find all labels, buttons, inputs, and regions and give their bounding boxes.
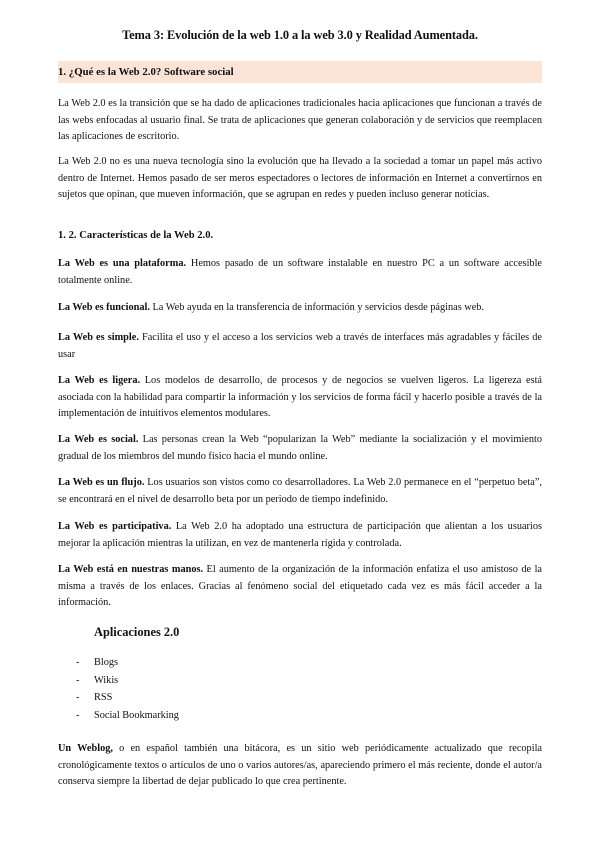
feature-lead: La Web es participativa. [58, 521, 172, 532]
section-heading-web20 [58, 61, 542, 83]
list-item [58, 689, 179, 707]
list-item-label: Blogs [94, 657, 119, 668]
document-title: Tema 3: Evolución de la web 1.0 a la web 3.0 y Realidad Aumentada. [122, 28, 478, 42]
intro-paragraph-2: La Web 2.0 no es una nueva tecnología sino la evolución que ha llevado a la sociedad a tomar un papel más activo dentro de Internet. Hemos pasado de ser meros espectadores o lectores de información en Internet a convertirnos en sujetos que opinan, que mueven información, que se agrupan en redes y pueden incluso generar noticias. [58, 156, 542, 200]
feature-lead: La Web es funcional. [58, 302, 150, 313]
feature-lead: La Web es social. [58, 434, 139, 445]
feature-text: Facilita el uso y el acceso a los servicios web a través de interfaces más agradables y fáciles de usar [58, 332, 542, 360]
list-dash: - [76, 674, 80, 686]
feature-text: El aumento de la organización de la información enfatiza el uso amistoso de la misma a través de los enlaces. Gracias al fenómeno social del etiquetado cada vez es más fácil acceder a la información. [58, 564, 543, 608]
list-dash: - [76, 692, 80, 703]
feature-lead: La Web es un flujo. [58, 477, 145, 488]
feature-lead: La Web es una plataforma. [58, 258, 187, 269]
feature-text: La Web ayuda en la transferencia de información y servicios desde páginas web. [149, 302, 485, 313]
feature-paragraph [58, 432, 542, 465]
feature-paragraph [58, 373, 542, 423]
feature-text: Los usuarios son vistos como co desarrolladores. La Web 2.0 permanece en el “perpetuo beta”, se encontrará en el nivel de desarrollo beta por un periodo de tiempo indefinido. [58, 477, 542, 505]
feature-paragraph [58, 256, 542, 289]
list-item [58, 707, 179, 725]
feature-paragraph [58, 519, 542, 552]
list-item [58, 654, 179, 672]
feature-text: La Web 2.0 ha adoptado una estructura de participación que alientan a los usuarios mejorar la aplicación mientras la utilizan, en vez de mantenerla rígida y controlada. [58, 521, 543, 549]
intro-paragraph-1: La Web 2.0 es la transición que se ha dado de aplicaciones tradicionales hacia aplicaciones que funcionan a través de las webs enfocadas al usuario final. Se trata de aplicaciones que generan colaboración y de servicios que reemplacen las aplicaciones de escritorio. [58, 98, 542, 142]
list-item [58, 672, 179, 690]
feature-text: Las personas crean la Web “popularizan la Web” mediante la socialización y el movimiento gradual de los miembros del mundo físico hacia el mundo online. [58, 434, 543, 462]
list-item-label: Social Bookmarking [94, 709, 179, 721]
weblog-paragraph [58, 741, 542, 791]
list-dash: - [76, 657, 80, 668]
feature-lead: La Web está en nuestras manos. [58, 564, 204, 575]
list-item-label: RSS [94, 692, 113, 703]
weblog-text: o en español también una bitácora, es un sitio web periódicamente actualizado que recopila cronológicamente textos o artículos de uno o varios autores/as, apareciendo primero el más reciente, donde el autor/a conserva siempre la libertad de dejar publicado lo que crea pertinente. [58, 743, 542, 787]
feature-paragraph [58, 562, 542, 612]
section-heading-text: 1. ¿Qué es la Web 2.0? Software social [58, 66, 234, 78]
section-heading-characteristics: 1. 2. Características de la Web 2.0. [58, 230, 214, 241]
feature-text: Los modelos de desarrollo, de procesos y de negocios se vuelven ligeros. La ligereza está asociada con la habilidad para compartir la información y los servicios de forma fácil y hacerlo posible a través de la implementación de intuitivos elementos modulares. [58, 375, 543, 419]
feature-paragraph [58, 475, 542, 508]
feature-lead: La Web es simple. [58, 332, 139, 343]
apps-list [58, 654, 179, 724]
list-item-label: Wikis [94, 674, 119, 686]
list-dash: - [76, 709, 80, 721]
feature-paragraph [58, 330, 542, 363]
feature-text: Hemos pasado de un software instalable en nuestro PC a un software accesible totalmente online. [58, 258, 543, 286]
feature-lead: La Web es ligera. [58, 375, 141, 386]
feature-paragraph [58, 300, 542, 317]
apps-heading: Aplicaciones 2.0 [94, 625, 180, 639]
weblog-lead: Un Weblog, [58, 743, 113, 754]
